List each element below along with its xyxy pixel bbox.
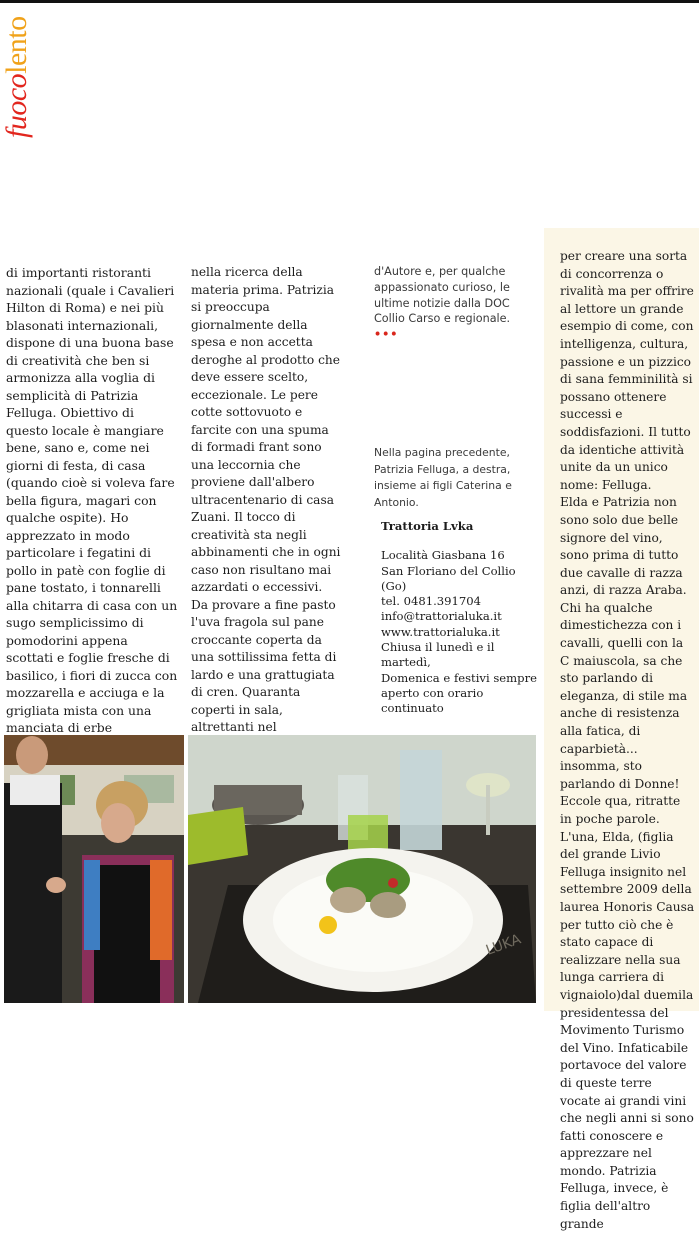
top-border <box>0 0 699 3</box>
paragraph: Elda e Patrizia non sono solo due belle signore del vino, sono prima di tutto due cavalle di razza anzi, di razza Araba. Chi ha qualche dimestichezza con i cavalli, quelli con la C maiuscola, sa che sto parlando di eleganza, di stile ma anche di resistenza alla fatica, di caparbietà... insomma, sto parlando di Donne! <box>560 495 688 791</box>
address-city: San Floriano del Collio (Go) <box>381 563 516 593</box>
website: www.trattorialuka.it <box>381 624 500 639</box>
restaurant-name: Trattoria Lvka <box>381 519 474 533</box>
email: info@trattorialuka.it <box>381 609 502 624</box>
paragraph: d'Autore e, per qualche appassionato curioso, le ultime notizie dalla DOC Collio Carso e regionale. <box>374 265 511 326</box>
photo-illustration <box>188 735 536 1003</box>
photo-illustration <box>4 735 184 1003</box>
photo-dish <box>188 735 536 1003</box>
closing-days: Chiusa il lunedì e il martedì, <box>381 640 495 670</box>
paragraph: per creare una sorta di concorrenza o rivalità ma per offrire al lettore un grande esempio di come, con intelligenza, cultura, passione e un pizzico di sana femminilità si possano ottenere successi e soddisfazioni. Il tutto da identiche attività unite da un unico nome: Felluga. <box>560 249 694 492</box>
photo-chef-and-owner <box>4 735 184 1003</box>
end-of-article-mark: ••• <box>374 328 399 342</box>
restaurant-info-box <box>381 519 541 717</box>
paragraph: di importanti ristoranti nazionali (quale i Cavalieri Hilton di Roma) e nei più blasonati internazionali, dispone di una buona base di creatività che ben si armonizza alla voglia di semplicità di Patrizia Felluga. Obiettivo di questo locale è mangiare bene, sano e, come nei giorni di festa, di casa (quando cioè si voleva fare bella figura, magari con qualche ospite). Ho apprezzato in modo particolare i fegatini di pollo in patè con foglie di pane tostato, i tonnarelli alla chitarra di casa con un sugo semplicissimo di pomodorini appena scottati e foglie fresche di basilico, i fiori di zucca con mozzarella e acciuga e la grigliata mista con una manciata di erbe <box>6 265 178 735</box>
article-column-4 <box>544 228 699 1231</box>
magazine-section-logo: fuocolento <box>0 16 33 138</box>
phone: tel. 0481.391704 <box>381 594 482 609</box>
placemat-logo: LUKA <box>483 931 524 959</box>
photo-caption: Nella pagina precedente, Patrizia Felluga, a destra, insieme ai figli Caterina e Antonio. <box>374 446 512 509</box>
paragraph: nella ricerca della materia prima. Patrizia si preoccupa giornalmente della spesa e non accetta deroghe al prodotto che deve essere scelto, eccezionale. Le pere cotte sottovuoto e farcite con una spuma di formadi frant sono una leccornia che proviene dall'albero ultracentenario di casa Zuani. Il tocco di creatività sta negli abbinamenti che in ogni caso non risultano mai azzardati o eccessivi. Da provare a fine pasto l'uva fragola sul pane croccante coperta da una sottilissima fetta di lardo e una grattugiata di cren. Quaranta coperti in sala, altrettanti nel <box>191 265 341 734</box>
article-column-3 <box>374 264 534 343</box>
paragraph: Eccole qua, ritratte in poche parole. L'una, Elda, (figlia del grande Livio Felluga insignito nel settembre 2009 della laurea Honoris Causa per tutto ciò che è stato capace di realizzare nella sua lunga carriera di vignaiolo)dal duemila presidentessa del Movimento Turismo del Vino. Infaticabile portavoce del valore di queste terre vocate ai grandi vini che negli anni si sono fatti conoscere e apprezzare nel mondo. Patrizia Felluga, invece, è figlia dell'altro grande <box>560 794 695 1231</box>
opening-hours: Domenica e festivi sempre aperto con orario continuato <box>381 670 537 716</box>
address-line: Località Giasbana 16 <box>381 548 505 563</box>
